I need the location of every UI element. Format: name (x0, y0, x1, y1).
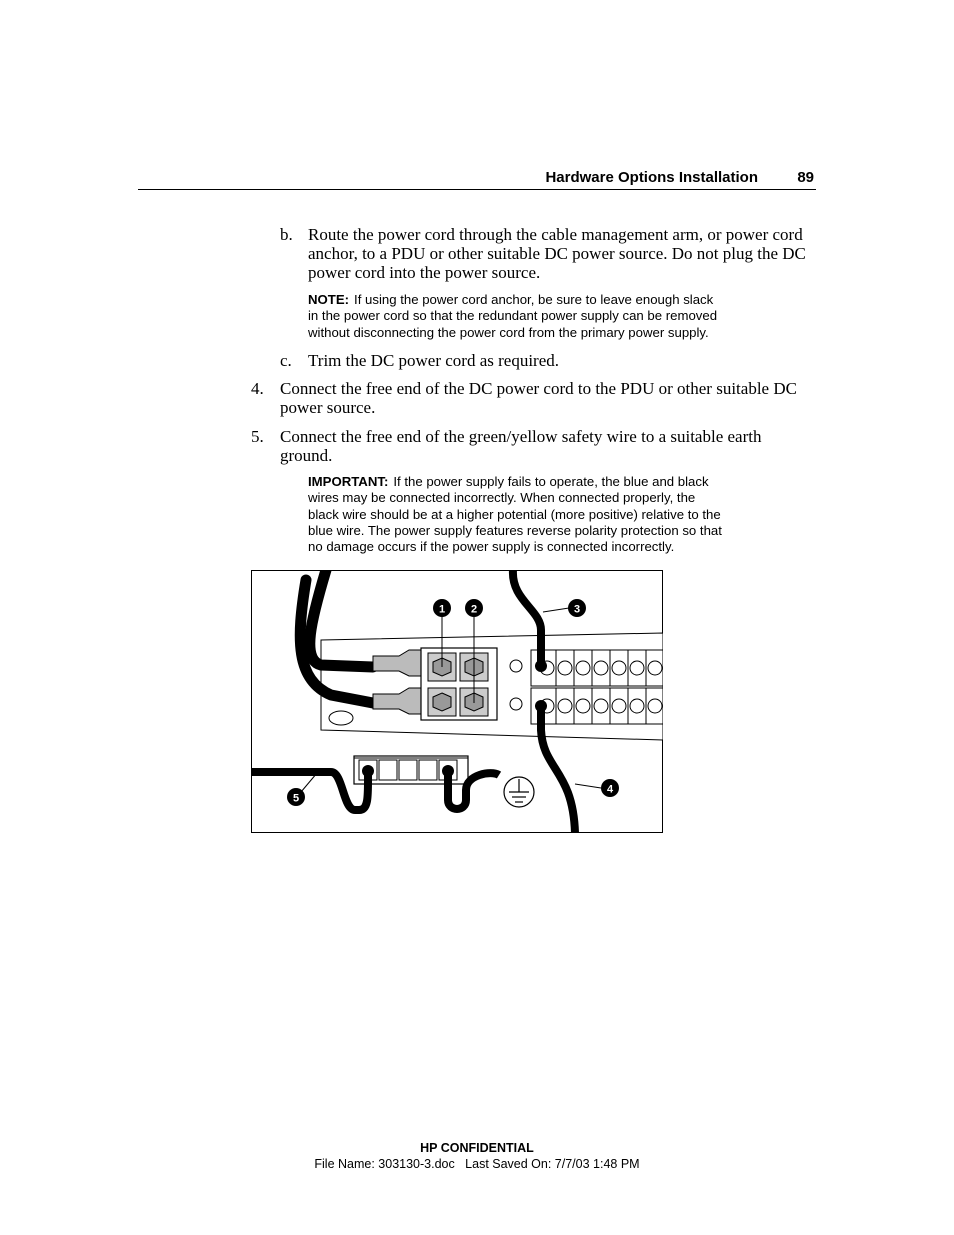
footer-confidential: HP CONFIDENTIAL (420, 1141, 534, 1155)
step-c-line: Trim the DC power cord as required. (308, 351, 560, 370)
callout-4 (601, 779, 619, 797)
page-number: 89 (797, 169, 814, 186)
callout-2-label: 2 (470, 603, 478, 616)
note-label: NOTE: (308, 292, 350, 307)
important-label: IMPORTANT: (308, 474, 389, 489)
ground-symbol-icon (504, 777, 534, 807)
important-block (308, 474, 758, 555)
step-5-line: Connect the free end of the green/yellow safety wire to a suitable earth (280, 427, 762, 446)
callout-5 (287, 788, 305, 806)
step-5-marker: 5. (251, 427, 264, 446)
step-b-line: anchor, to a PDU or other suitable DC power source. Do not plug the DC (308, 244, 806, 263)
important-line: If the power supply fails to operate, the blue and black (393, 474, 709, 489)
step-4-line: Connect the free end of the DC power cord to the PDU or other suitable DC (280, 379, 797, 398)
important-line: wires may be connected incorrectly. When connected properly, the (308, 490, 696, 506)
note-line: If using the power cord anchor, be sure to leave enough slack (354, 292, 714, 307)
step-b-line: Route the power cord through the cable management arm, or power cord (308, 225, 803, 244)
step-b-marker: b. (280, 225, 293, 244)
step-4-line: power source. (280, 398, 376, 417)
page-footer (0, 1140, 954, 1172)
callout-2 (465, 599, 483, 617)
step-5-line: ground. (280, 446, 333, 465)
callout-4-label: 4 (606, 783, 614, 796)
step-4-marker: 4. (251, 379, 264, 398)
step-c-marker: c. (280, 351, 292, 370)
page-header (138, 168, 816, 190)
callout-1 (433, 599, 451, 617)
important-line: black wire should be at a higher potential (more positive) relative to the (308, 506, 721, 522)
header-title: Hardware Options Installation (545, 169, 758, 186)
important-line: blue wire. The power supply features reverse polarity protection so that (308, 522, 722, 538)
note-line: without disconnecting the power cord from the primary power supply. (308, 324, 709, 340)
note-line: in the power cord so that the redundant power supply can be removed (308, 308, 718, 324)
note-block (308, 292, 758, 341)
callout-1-label: 1 (438, 603, 446, 616)
callout-5-label: 5 (292, 792, 300, 805)
wiring-illustration (251, 570, 663, 833)
callout-3-label: 3 (573, 603, 581, 616)
footer-file-info: File Name: 303130-3.doc Last Saved On: 7/7/03 1:48 PM (314, 1157, 640, 1171)
important-line: no damage occurs if the power supply is connected incorrectly. (308, 539, 675, 555)
callout-3 (568, 599, 586, 617)
step-b-line: power cord into the power source. (308, 263, 541, 282)
